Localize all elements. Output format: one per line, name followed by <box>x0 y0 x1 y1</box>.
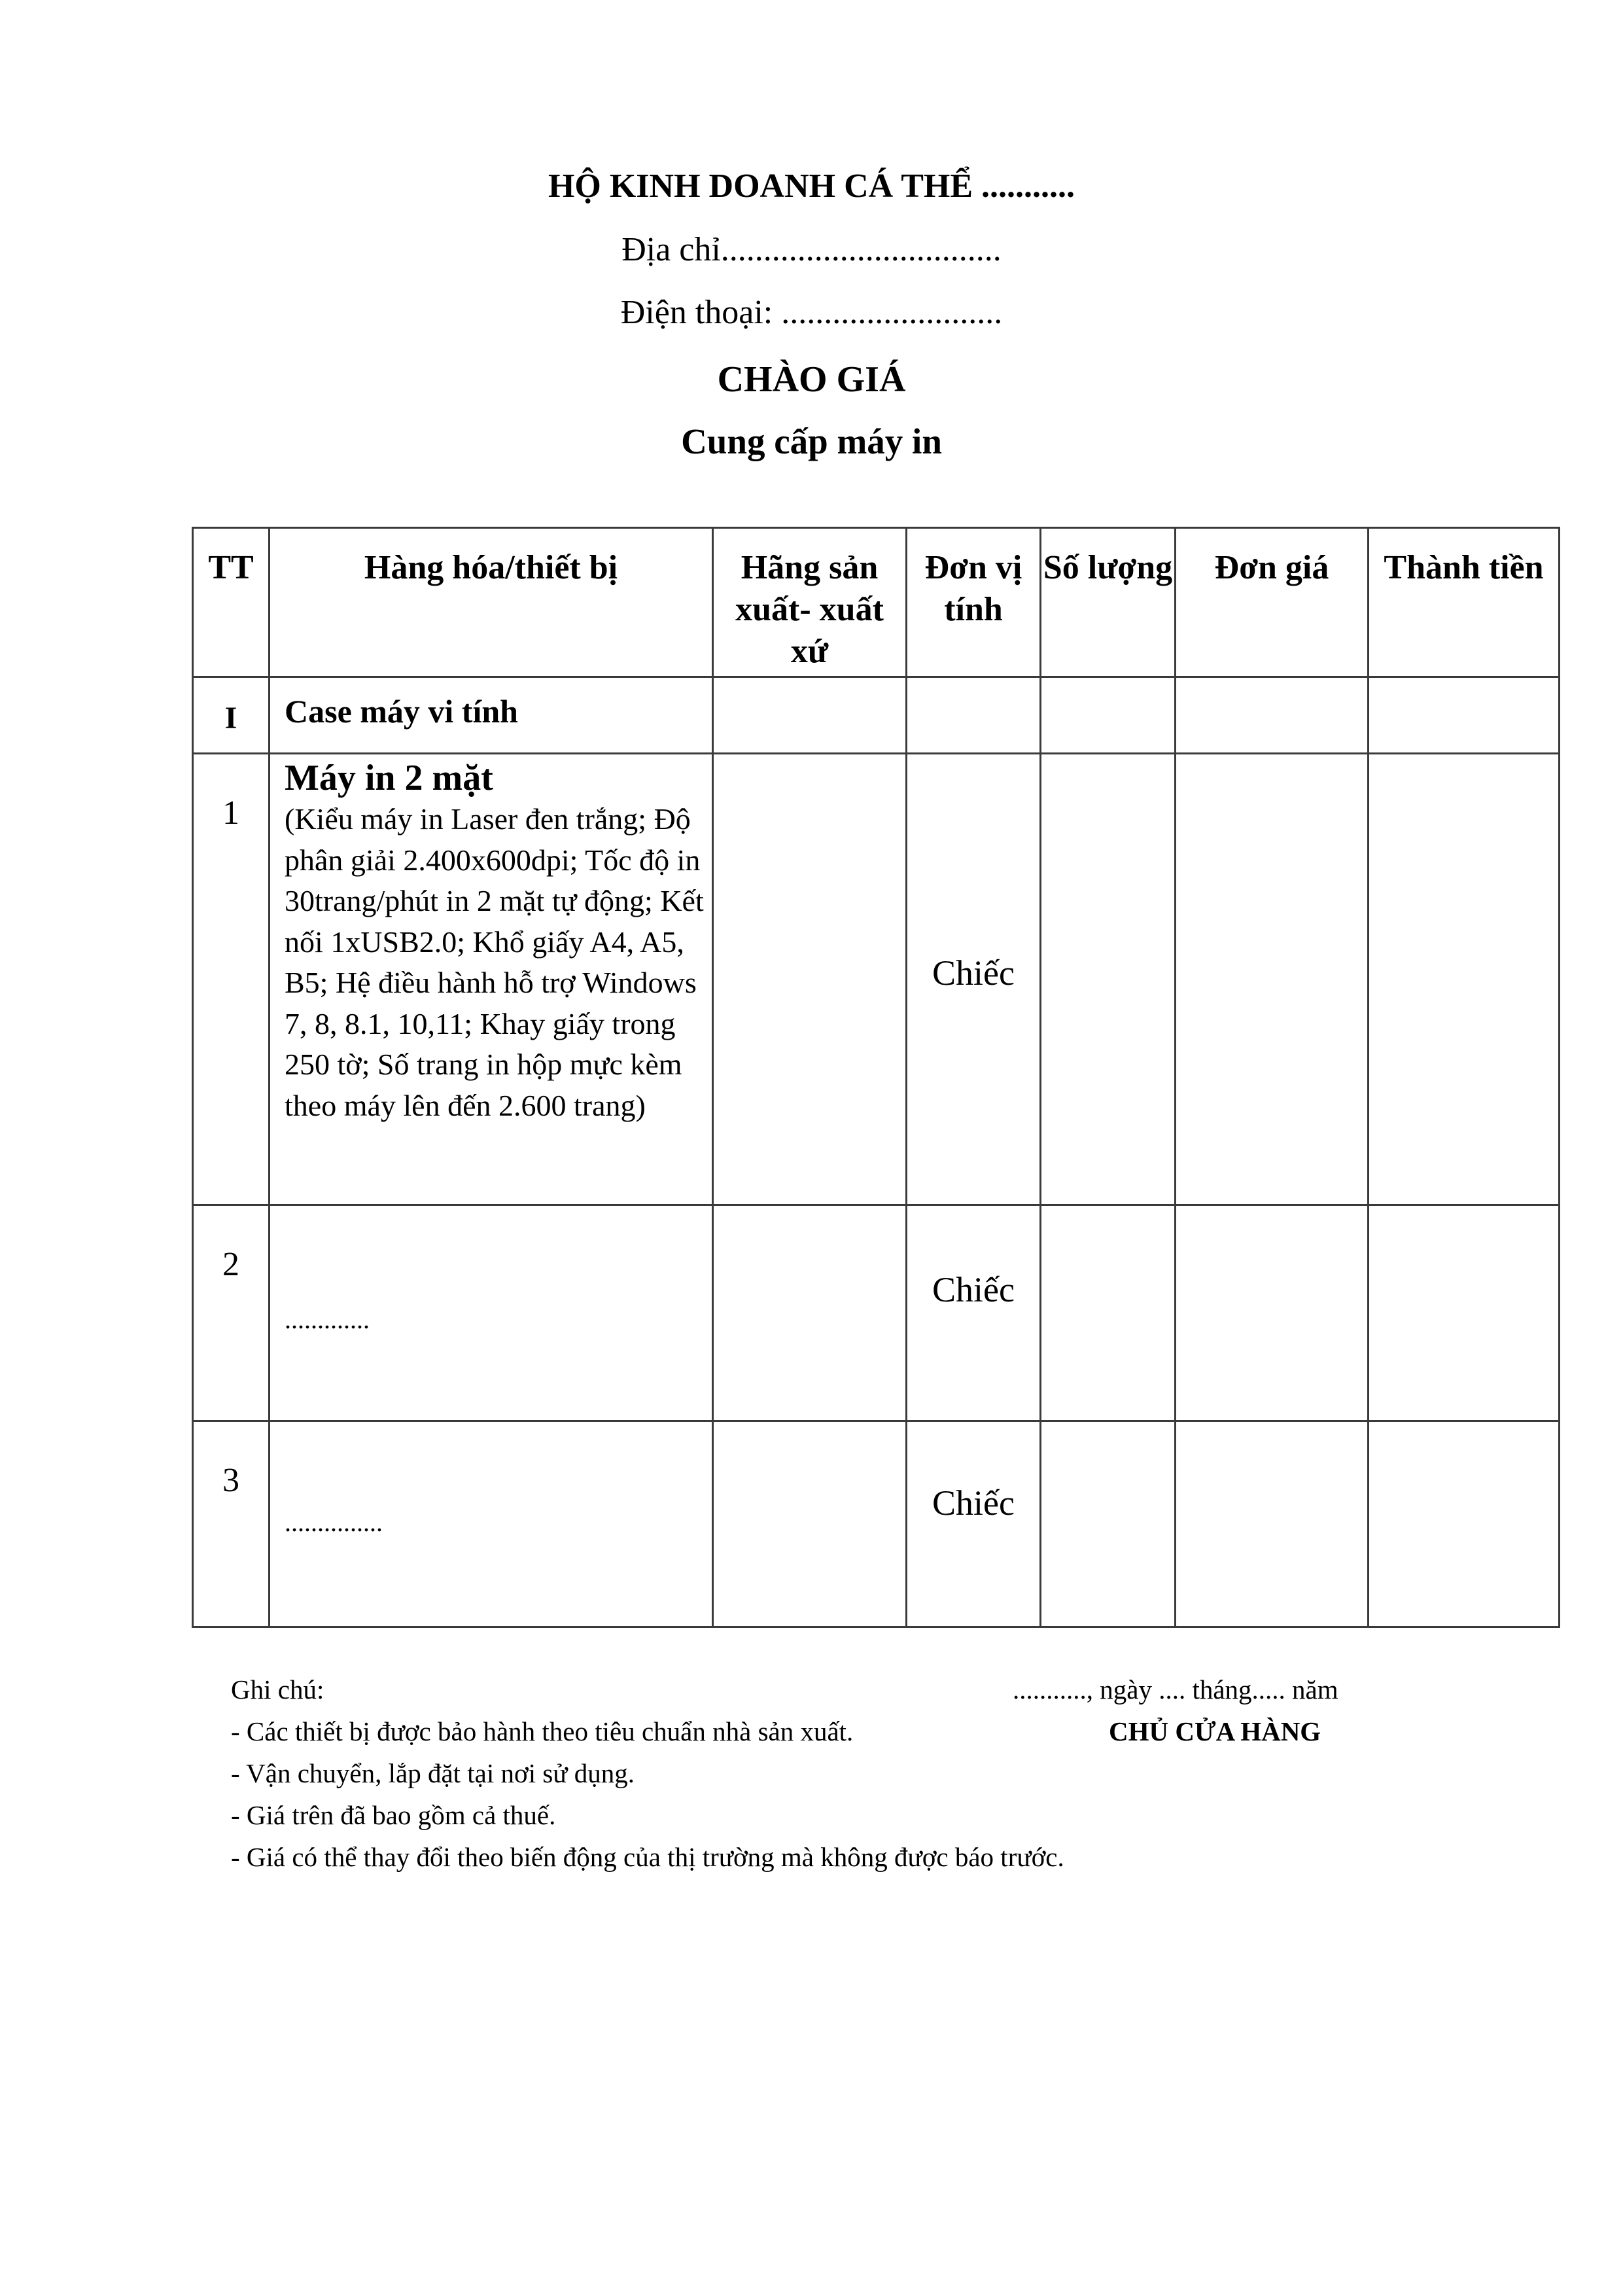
table-section-row <box>193 677 1560 754</box>
section-number: I <box>193 677 270 754</box>
amount-cell <box>1369 754 1560 1205</box>
column-header-tt: TT <box>193 528 270 677</box>
unit-price-cell <box>1176 1205 1369 1421</box>
column-header-unit-price: Đơn giá <box>1176 528 1369 677</box>
unit-cell: Chiếc <box>907 1421 1041 1627</box>
table-row <box>193 1205 1560 1421</box>
item-name: ............... <box>285 1508 383 1537</box>
business-name: HỘ KINH DOANH CÁ THỂ ........... <box>548 168 1075 205</box>
empty-cell <box>1369 677 1560 754</box>
notes-title: Ghi chú: <box>231 1674 324 1704</box>
unit-price-cell <box>1176 1421 1369 1627</box>
row-number: 2 <box>193 1205 270 1421</box>
business-address: Địa chỉ................................. <box>621 231 1002 268</box>
goods-cell <box>270 1421 713 1627</box>
row-number: 3 <box>193 1421 270 1627</box>
goods-cell <box>270 1205 713 1421</box>
manufacturer-cell <box>713 1421 907 1627</box>
goods-cell <box>270 754 713 1205</box>
empty-cell <box>713 677 907 754</box>
column-header-goods: Hàng hóa/thiết bị <box>270 528 713 677</box>
document-subject: Cung cấp máy in <box>681 421 942 461</box>
document-title: CHÀO GIÁ <box>717 359 906 400</box>
note-line: - Vận chuyển, lắp đặt tại nơi sử dụng. <box>231 1758 635 1788</box>
column-header-unit: Đơn vị tính <box>907 528 1041 677</box>
item-description: (Kiểu máy in Laser đen trắng; Độ phân giải 2.400x600dpi; Tốc độ in 30trang/phút in 2 mặt tự động; Kết nối 1xUSB2.0; Khổ giấy A4, A5, B5; Hệ điều hành hỗ trợ Windows 7, 8, 8.1, 10,11; Khay giấy trong 250 tờ; Số trang in hộp mực kèm theo máy lên đến 2.600 trang) <box>285 802 704 1122</box>
amount-cell <box>1369 1421 1560 1627</box>
manufacturer-cell <box>713 1205 907 1421</box>
column-header-manufacturer: Hãng sản xuất- xuất xứ <box>713 528 907 677</box>
row-number: 1 <box>193 754 270 1205</box>
empty-cell <box>1041 677 1176 754</box>
note-line: - Giá có thể thay đổi theo biến động của thị trường mà không được báo trước. <box>231 1842 1064 1872</box>
table-row <box>193 1421 1560 1627</box>
section-label: Case máy vi tính <box>285 693 518 730</box>
table-header-row <box>193 528 1560 677</box>
quantity-cell <box>1041 1421 1176 1627</box>
unit-price-cell <box>1176 754 1369 1205</box>
notes-block <box>231 1669 1064 1878</box>
quantity-cell <box>1041 1205 1176 1421</box>
item-name: ............. <box>285 1305 370 1334</box>
empty-cell <box>1176 677 1369 754</box>
signer-title: CHỦ CỬA HÀNG <box>1109 1716 1321 1746</box>
unit-cell: Chiếc <box>907 1205 1041 1421</box>
quotation-table <box>192 527 1560 1628</box>
table-row <box>193 754 1560 1205</box>
column-header-amount: Thành tiền <box>1369 528 1560 677</box>
amount-cell <box>1369 1205 1560 1421</box>
place-date: ..........., ngày .... tháng..... năm <box>1013 1674 1338 1704</box>
note-line: - Giá trên đã bao gồm cả thuế. <box>231 1800 556 1830</box>
unit-cell: Chiếc <box>907 754 1041 1205</box>
manufacturer-cell <box>713 754 907 1205</box>
column-header-quantity: Số lượng <box>1041 528 1176 677</box>
item-name: Máy in 2 mặt <box>285 758 493 798</box>
business-phone: Điện thoại: .......................... <box>620 294 1003 331</box>
quantity-cell <box>1041 754 1176 1205</box>
section-cell <box>270 677 713 754</box>
note-line: - Các thiết bị được bảo hành theo tiêu chuẩn nhà sản xuất. <box>231 1716 854 1746</box>
empty-cell <box>907 677 1041 754</box>
